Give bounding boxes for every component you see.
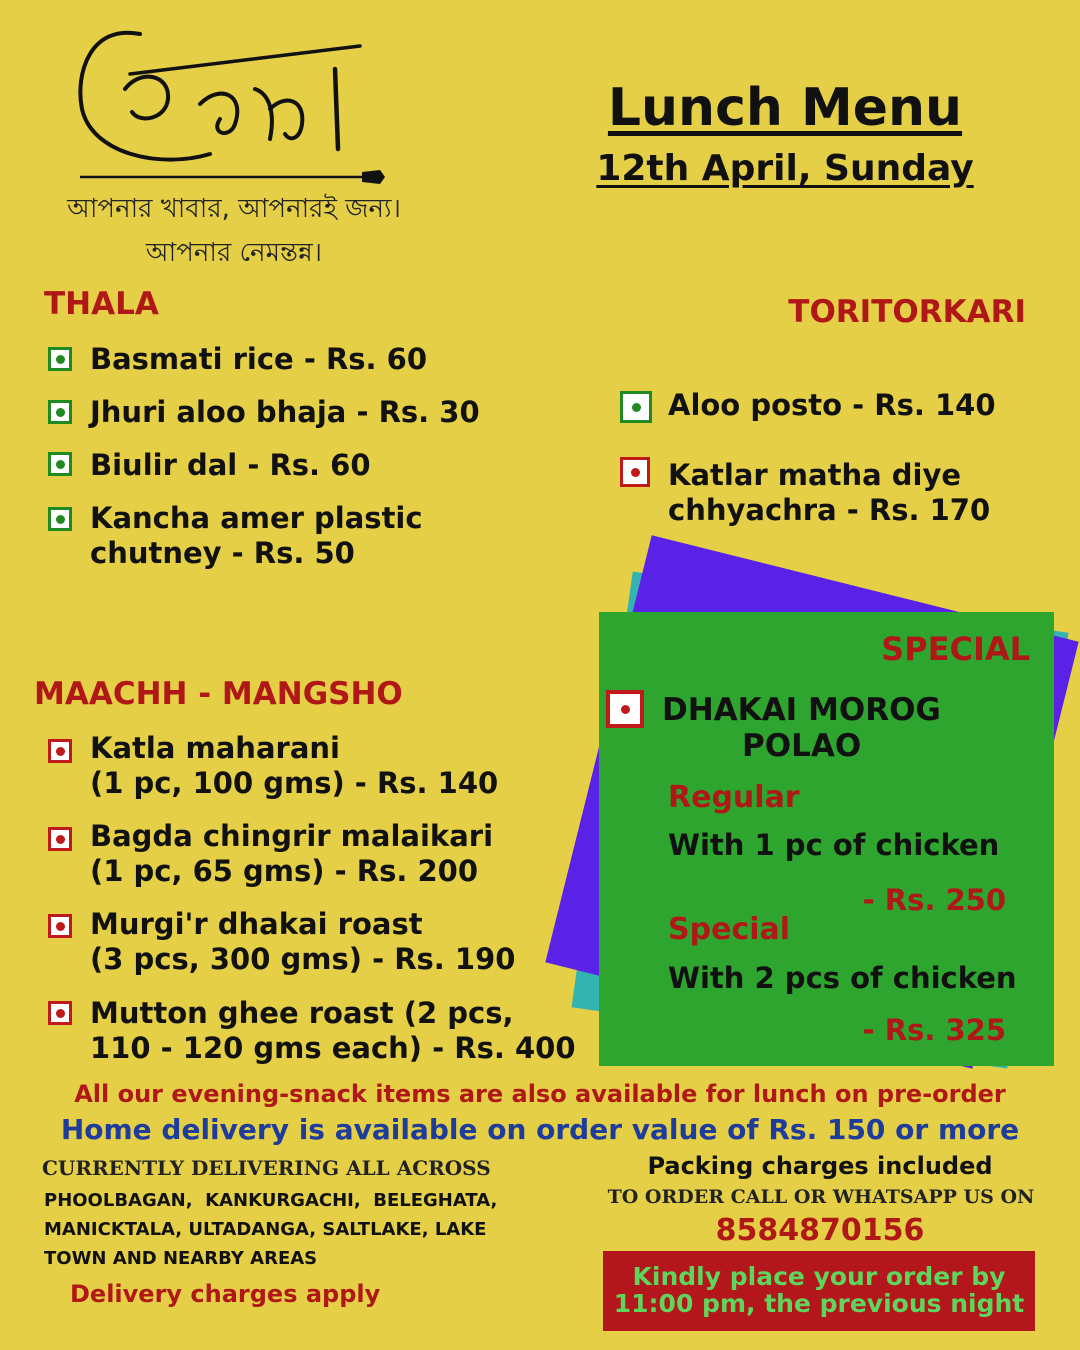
order-deadline-line: 11:00 pm, the previous night bbox=[613, 1289, 1025, 1318]
menu-date: 12th April, Sunday bbox=[596, 148, 974, 189]
brand-tagline-2: আপনার নেমন্তন্ন। bbox=[145, 238, 323, 268]
menu-item-biulir-dal: Biulir dal - Rs. 60 bbox=[90, 448, 371, 482]
delivery-note: Home delivery is available on order value of Rs. 150 or more bbox=[60, 1113, 1020, 1146]
menu-item-line: Mutton ghee roast (2 pcs, bbox=[90, 996, 514, 1030]
special-desc: With 2 pcs of chicken bbox=[668, 961, 1017, 995]
veg-icon bbox=[48, 507, 72, 531]
menu-item-line: chhyachra - Rs. 170 bbox=[668, 493, 991, 527]
menu-item-line: Bagda chingrir malaikari bbox=[90, 819, 494, 853]
special-label: Special bbox=[668, 912, 791, 947]
special-dish-name bbox=[662, 692, 941, 764]
non-veg-icon bbox=[48, 739, 72, 763]
delivery-areas bbox=[44, 1186, 497, 1273]
veg-icon bbox=[620, 391, 652, 423]
regular-price: - Rs. 250 bbox=[862, 883, 1006, 917]
veg-icon bbox=[48, 452, 72, 476]
delivery-areas-line: MANICKTALA, ULTADANGA, SALTLAKE, LAKE bbox=[44, 1219, 487, 1240]
logo-mark bbox=[70, 14, 390, 189]
phone-number[interactable]: 8584870156 bbox=[715, 1213, 925, 1248]
snack-note: All our evening-snack items are also available for lunch on pre-order bbox=[74, 1080, 1006, 1108]
brand-tagline-1: আপনার খাবার, আপনারই জন্য। bbox=[67, 194, 401, 224]
menu-item-line: Katla maharani bbox=[90, 731, 340, 765]
menu-item-line: (3 pcs, 300 gms) - Rs. 190 bbox=[90, 942, 516, 976]
non-veg-icon bbox=[48, 914, 72, 938]
menu-item-jhuri-aloo-bhaja: Jhuri aloo bhaja - Rs. 30 bbox=[90, 395, 480, 429]
non-veg-icon bbox=[48, 827, 72, 851]
menu-item-line: Murgi'r dhakai roast bbox=[90, 907, 423, 941]
menu-item-katlar-matha bbox=[668, 458, 990, 528]
menu-item-line: (1 pc, 65 gms) - Rs. 200 bbox=[90, 854, 479, 888]
section-heading-maachh-mangsho: MAACHH - MANGSHO bbox=[34, 676, 403, 712]
non-veg-icon bbox=[48, 1001, 72, 1025]
order-deadline-line: Kindly place your order by bbox=[632, 1262, 1006, 1291]
section-heading-thala: THALA bbox=[44, 286, 159, 322]
order-call-note: TO ORDER CALL OR WHATSAPP US ON bbox=[607, 1186, 1035, 1208]
special-dish-line: DHAKAI MOROG bbox=[662, 692, 941, 728]
veg-icon bbox=[48, 400, 72, 424]
menu-item-basmati-rice: Basmati rice - Rs. 60 bbox=[90, 342, 428, 376]
delivery-areas-line: PHOOLBAGAN, KANKURGACHI, BELEGHATA, bbox=[44, 1190, 498, 1211]
menu-item-line: (1 pc, 100 gms) - Rs. 140 bbox=[90, 766, 499, 800]
logo bbox=[70, 14, 390, 189]
special-price: - Rs. 325 bbox=[862, 1013, 1006, 1047]
regular-desc: With 1 pc of chicken bbox=[668, 828, 1000, 862]
menu-item-line: Kancha amer plastic bbox=[90, 501, 423, 535]
menu-item-line: 110 - 120 gms each) - Rs. 400 bbox=[90, 1031, 576, 1065]
non-veg-icon bbox=[606, 690, 644, 728]
menu-item-murgi-dhakai-roast bbox=[90, 907, 515, 977]
menu-item-aloo-posto: Aloo posto - Rs. 140 bbox=[668, 388, 996, 422]
delivery-areas-line: TOWN AND NEARBY AREAS bbox=[44, 1248, 318, 1269]
page-title: Lunch Menu bbox=[607, 78, 963, 138]
section-heading-special: SPECIAL bbox=[881, 630, 1030, 668]
menu-item-bagda-chingri bbox=[90, 819, 493, 889]
menu-item-kancha-amer-chutney bbox=[90, 501, 423, 571]
section-heading-toritorkari: TORITORKARI bbox=[788, 294, 1026, 330]
order-deadline-text bbox=[603, 1263, 1035, 1317]
menu-item-line: Katlar matha diye bbox=[668, 458, 962, 492]
delivery-areas-heading: CURRENTLY DELIVERING ALL ACROSS bbox=[42, 1156, 491, 1180]
delivery-charges-note: Delivery charges apply bbox=[70, 1280, 381, 1308]
menu-item-line: chutney - Rs. 50 bbox=[90, 536, 355, 570]
special-dish-line: POLAO bbox=[742, 728, 862, 764]
veg-icon bbox=[48, 347, 72, 371]
packing-note: Packing charges included bbox=[647, 1152, 993, 1180]
menu-item-katla-maharani bbox=[90, 731, 498, 801]
regular-label: Regular bbox=[668, 780, 800, 815]
non-veg-icon bbox=[620, 457, 650, 487]
menu-item-mutton-ghee-roast bbox=[90, 996, 576, 1066]
